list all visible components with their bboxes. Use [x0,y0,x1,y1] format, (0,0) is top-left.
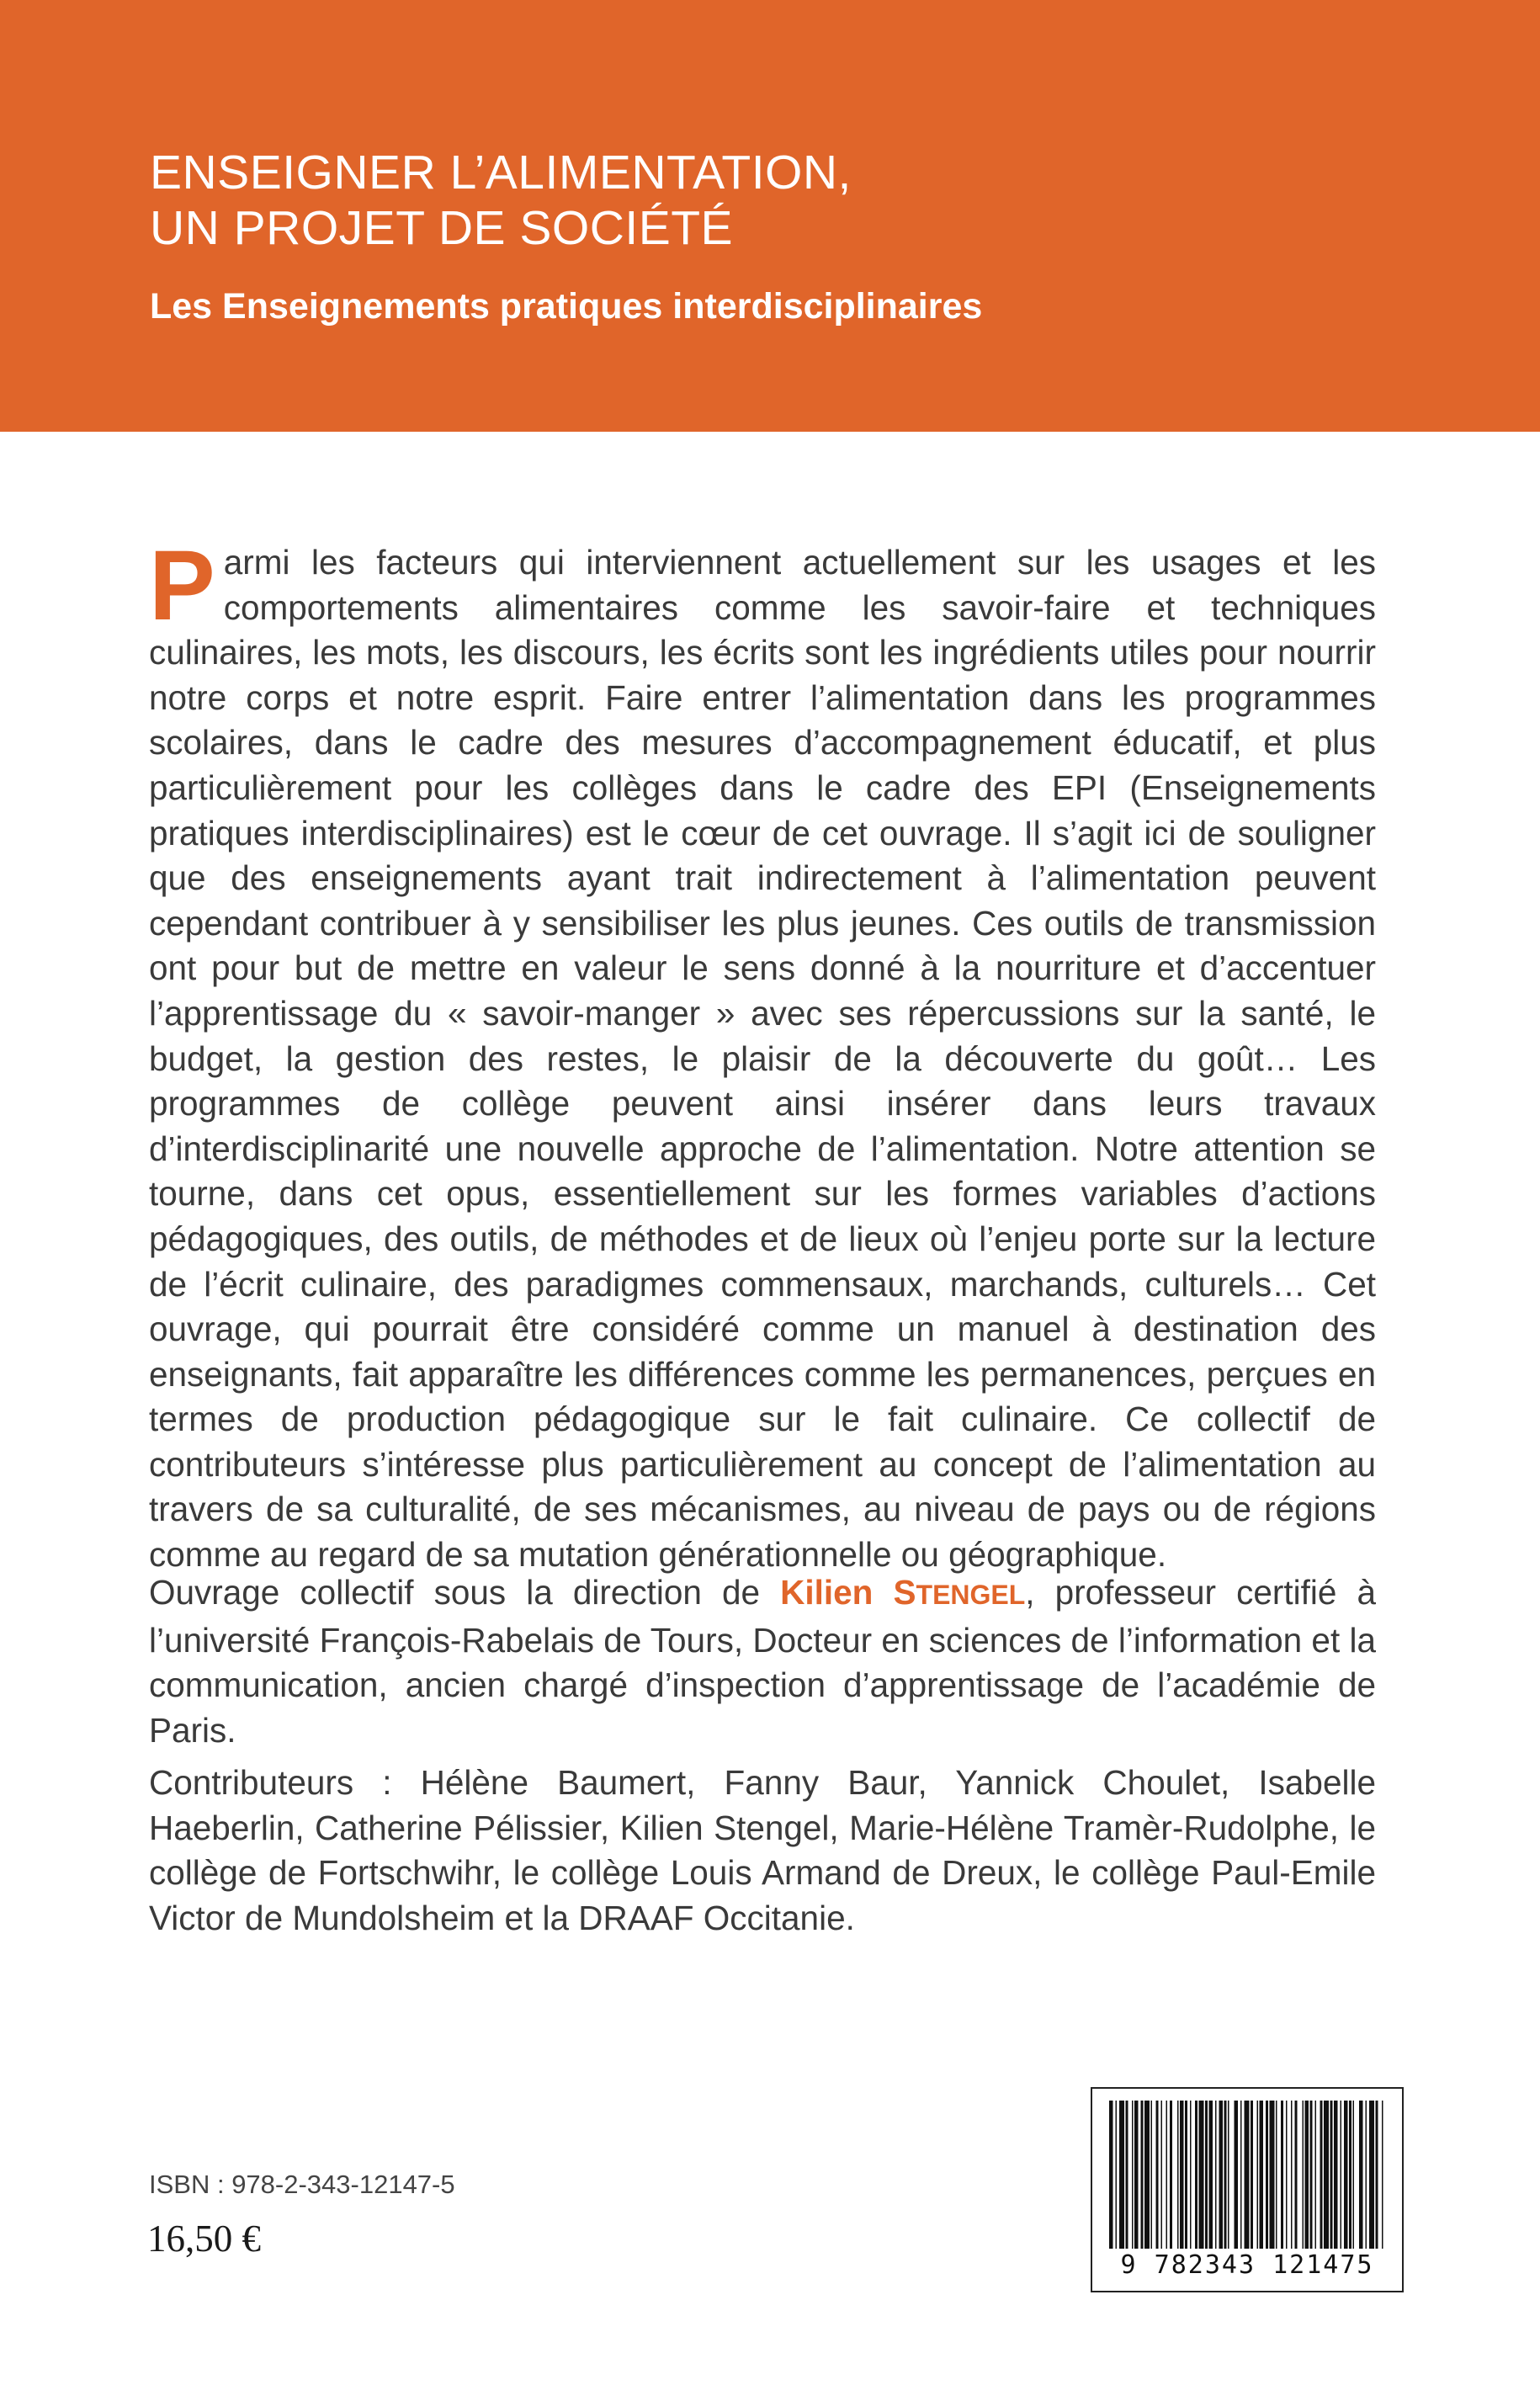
barcode-bar [1266,2101,1268,2249]
barcode-bar [1303,2101,1304,2249]
editor-first-name: Kilien [780,1573,894,1612]
barcode-bar [1366,2101,1367,2249]
barcode-bar [1119,2101,1124,2249]
barcode-bar [1151,2101,1153,2249]
barcode-bar [1270,2101,1275,2249]
price-label: 16,50 € [147,2218,261,2260]
barcode-bar [1369,2101,1374,2249]
barcode-digits: 9 782343 121475 [1120,2250,1374,2280]
barcode-bar [1257,2101,1259,2249]
barcode-bar [1199,2101,1204,2249]
barcode-bar [1132,2101,1134,2249]
summary-dropcap: P [149,530,215,641]
barcode-bar [1324,2101,1329,2249]
barcode-bar [1156,2101,1159,2249]
editor-surname-initial: S [893,1573,916,1612]
barcode-bar [1170,2101,1172,2249]
book-title [150,145,852,256]
barcode-bar [1382,2101,1383,2249]
barcode-bar [1228,2101,1229,2249]
barcode-bar [1190,2101,1192,2249]
barcode-bar [1315,2101,1317,2249]
barcode-bar [1376,2101,1378,2249]
barcode-bar [1195,2101,1197,2249]
barcode-bar [1260,2101,1264,2249]
barcode-bar [1235,2101,1239,2249]
barcode-bar [1215,2101,1217,2249]
barcode [1091,2087,1404,2292]
barcode-bar [1224,2101,1227,2249]
barcode-bar [1281,2101,1283,2249]
barcode-bar [1161,2101,1163,2249]
barcode-bar [1185,2101,1187,2249]
book-title-line-2: UN PROJET DE SOCIÉTÉ [150,201,734,255]
barcode-bar [1205,2101,1208,2249]
barcode-bar [1126,2101,1128,2249]
editor-surname-rest: TENGEL [916,1580,1026,1610]
barcode-bar [1291,2101,1293,2249]
barcode-bar [1310,2101,1313,2249]
barcode-bar [1341,2101,1342,2249]
barcode-bar [1320,2101,1323,2249]
barcode-bar [1141,2101,1144,2249]
barcode-bar [1209,2101,1213,2249]
barcode-bar [1286,2101,1288,2249]
barcode-bars [1106,2101,1389,2249]
barcode-bar [1180,2101,1184,2249]
barcode-bar [1251,2101,1253,2249]
barcode-bar [1344,2101,1348,2249]
barcode-bar [1134,2101,1139,2249]
book-subtitle: Les Enseignements pratiques interdisciplinaires [150,286,983,327]
editor-name [780,1573,1025,1612]
direction-suffix: , professeur certifié à l’université François-Rabelais de Tours, Docteur en sciences de l’information et la communication, ancien chargé d’inspection d’apprentissage de l’académie de Paris. [149,1573,1376,1750]
barcode-bar [1245,2101,1250,2249]
book-title-line-1: ENSEIGNER L’ALIMENTATION, [150,146,852,199]
summary-paragraph [149,530,1376,1578]
barcode-bar [1349,2101,1351,2249]
barcode-bar [1305,2101,1309,2249]
summary-text: armi les facteurs qui interviennent actuellement sur les usages et les comportements alimentaires comme les savoir-faire et techniques culinaires, les mots, les discours, les écrits sont les ingrédients utiles pour nourrir notre corps et notre esprit. Faire entrer l’alimentation dans les programmes scolaires, dans le cadre des mesures d’accompagnement éducatif, et plus particulièrement pour les collèges dans le cadre des EPI (Enseignements pratiques interdisciplinaires) est le cœur de cet ouvrage. Il s’agit ici de souligner que des enseignements ayant trait indirectement à l’alimentation peuvent cependant contribuer à y sensibiliser les plus jeunes. Ces outils de transmission ont pour but de mettre en valeur le sens donné à la nourriture et d’accentuer l’apprentissage du « savoir-manger » avec ses répercussions sur la santé, le budget, la gestion des restes, le plaisir de la découverte du goût… Les programmes de collège peuvent ainsi insérer dans leurs travaux d’interdisciplinarité une nouvelle approche de l’alimentation. Notre attention se tourne, dans cet opus, essentiellement sur les formes variables d’actions pédagogiques, des outils, de méthodes et de lieux où l’enjeu porte sur la lecture de l’écrit culinaire, des paradigmes commensaux, marchands, culturels… Cet ouvrage, qui pourrait être considéré comme un manuel à destination des enseignants, fait apparaître les différences comme les permanences, perçues en termes de production pédagogique sur le fait culinaire. Ce collectif de contributeurs s’intéresse plus particulièrement au concept de l’alimentation au travers de sa culturalité, de ses mécanismes, au niveau de pays ou de régions comme au regard de sa mutation générationnelle ou géographique. [149,543,1376,1575]
barcode-bar [1116,2101,1118,2249]
barcode-bar [1177,2101,1179,2249]
direction-prefix: Ouvrage collectif sous la direction de [149,1573,781,1612]
barcode-bar [1334,2101,1338,2249]
barcode-bar [1330,2101,1333,2249]
barcode-bar [1109,2101,1113,2249]
barcode-bar [1353,2101,1355,2249]
barcode-bar [1295,2101,1298,2249]
barcode-bar [1359,2101,1363,2249]
isbn-label: ISBN : 978-2-343-12147-5 [149,2170,455,2199]
barcode-bar [1144,2101,1150,2249]
barcode-bar [1166,2101,1168,2249]
contributors-paragraph: Contributeurs : Hélène Baumert, Fanny Baur, Yannick Choulet, Isabelle Haeberlin, Catherine Pélissier, Kilien Stengel, Marie-Hélène Tramèr-Rudolphe, le collège de Fortschwihr, le collège Louis Armand de Dreux, le collège Paul-Emile Victor de Mundolsheim et la DRAAF Occitanie. [149,1763,1376,1937]
barcode-bar [1276,2101,1277,2249]
barcode-bar [1219,2101,1224,2249]
barcode-bar [1240,2101,1242,2249]
editorial-direction-paragraph [149,1570,1376,1753]
